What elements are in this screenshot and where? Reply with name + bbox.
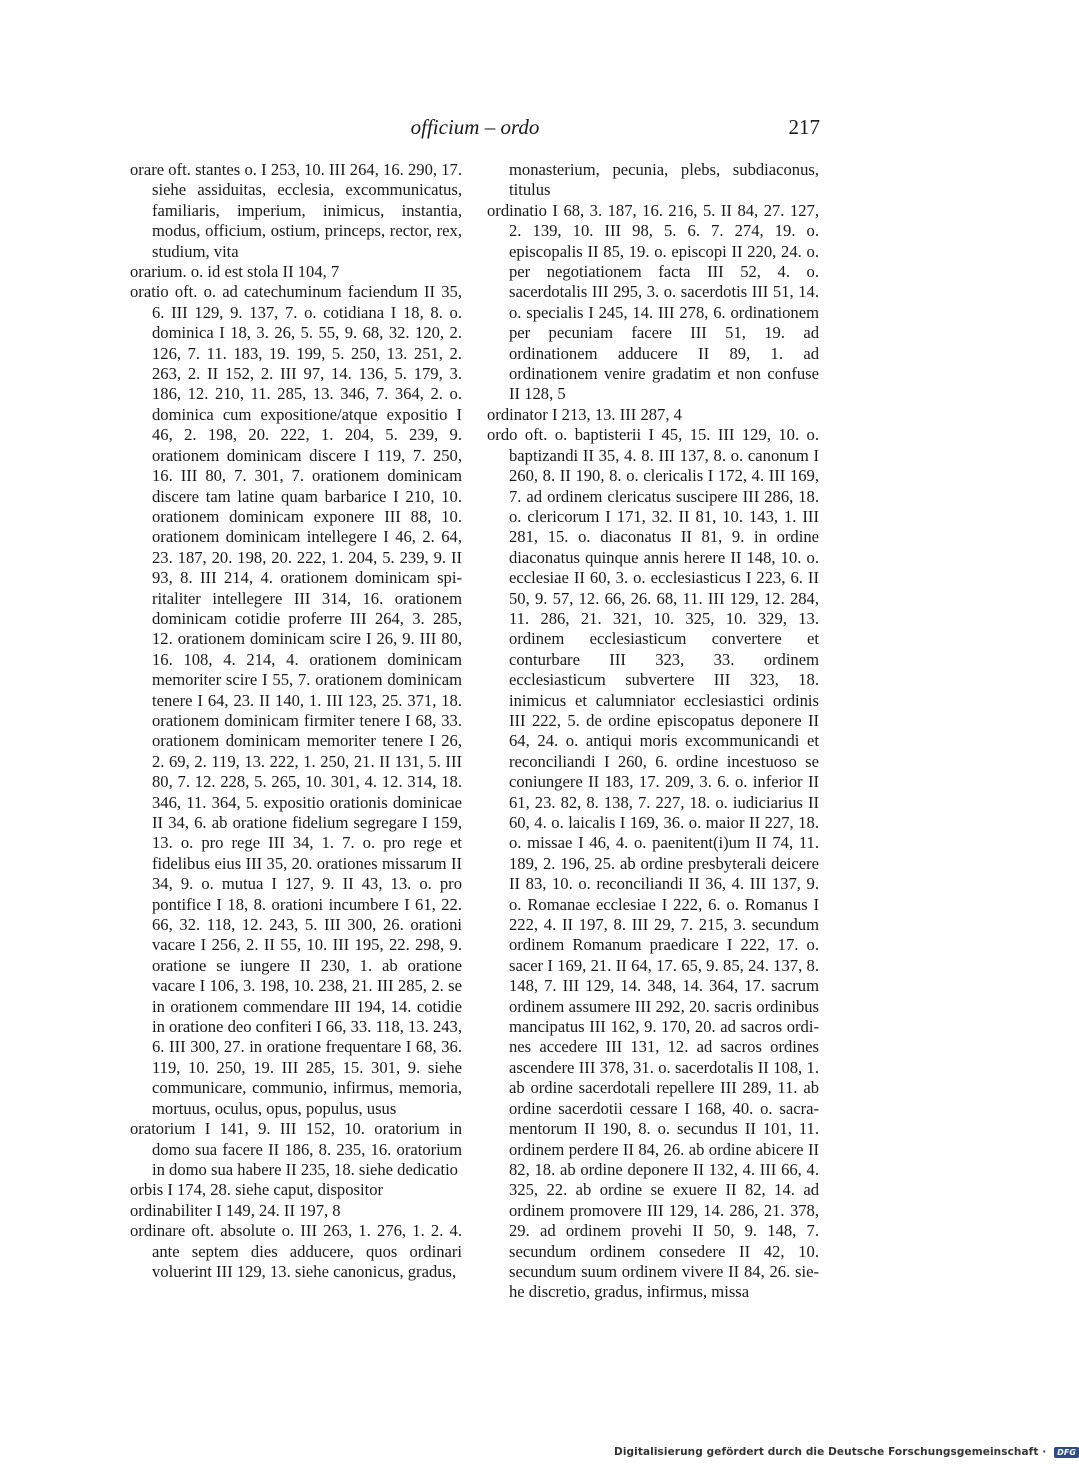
index-entry-orarium: orarium. o. id est stola II 104, 7 xyxy=(130,262,340,282)
index-entry-orare: orare oft. stantes o. I 253, 10. III 264, 16. 290, 17. siehe assiduitas, ecclesia, excommunicatus, familiaris, imperium, inimicus, instantia, modus, officium, ostium, princeps, rector, rex, studium, vita xyxy=(130,160,462,261)
digitization-footer xyxy=(614,1446,1079,1458)
index-entry-ordinatio: ordinatio I 68, 3. 187, 16. 216, 5. II 84, 27. 127, 2. 139, 10. III 98, 5. 6. 7. 274, 19. o. episcopalis II 85, 19. o. episcopi II 220, 24. o. per negotiationem facta III 52, 4. o. sacerdotalis III 295, 3. o. sacerdotis III 51, 14. o. specialis I 245, 14. III 278, 6. ordinationem per pecuniam facere III 51, 19. ad ordinationem adducere II 89, 1. ad ordinationem venire gradatim et non confuse II 128, 5 xyxy=(487,200,819,404)
running-title: officium – ordo xyxy=(410,115,540,139)
index-entry-oratorium: oratorium I 141, 9. III 152, 10. oratorium in domo sua facere II 186, 8. 235, 16. oratorium in domo sua habere II 235, 18. siehe dedicatio xyxy=(130,1119,462,1179)
footer-credit: Digitalisierung gefördert durch die Deutsche Forschungsgemeinschaft · xyxy=(614,1446,1047,1458)
index-entry-ordo: ordo oft. o. baptisterii I 45, 15. III 129, 10. o. baptizandi II 35, 4. 8. III 137, 8. o. canonum I 260, 8. II 190, 8. o. clericalis I 172, 4. III 169, 7. ad ordinem clericatus suscipere III 286, 18. o. clericorum I 171, 32. II 81, 10. 143, 1. III 281, 15. o. diaconatus II 81, 9. in ordine diaconatus quinque annis herere II 148, 10. o. ecclesiae II 60, 3. o. ecclesiasticus I 223, 6. II 50, 9. 57, 12. 66, 26. 68, 11. III 129, 12. 284, 11. 286, 21. 321, 10. 325, 10. 329, 13. ordinem ecclesiasticum convertere et conturbare III 323, 33. ordinem ecclesiasticum subvertere III 323, 18. inimicus et calumniator ecclesiastici ordinis III 222, 5. de ordine episcopatus deponere II 64, 24. o. antiqui moris excommunicandi et reconciliandi I 260, 6. ordine incestuoso se coniungere II 183, 17. 209, 3. 6. o. inferior II 61, 23. 82, 8. 138, 7. 227, 18. o. iudiciarius II 60, 4. o. laicalis I 169, 36. o. maior II 227, 18. o. missae I 46, 4. o. paenitent(i)um II 74, 11. 189, 2. 196, 25. ab ordine presbyterali deicere II 83, 10. o. reconciliandi II 36, 4. III 137, 9. o. Romanae ecclesiae I 222, 6. o. Romanus I 222, 4. II 197, 8. III 29, 7. 215, 3. secundum ordinem Romanum praedicare I 222, 17. o. sacer I 169, 21. II 64, 17. 65, 9. 85, 24. 137, 8. 148, 7. III 129, 14. 348, 14. 364, 17. sacrum ordinem assumere III 292, 20. sacris ordinibus mancipatus III 162, 9. 170, 20. ad sacros ordines accedere III 131, 12. ad sacros ordines ascendere III 378, 31. o. sacerdotalis II 108, 1. ab ordine sacerdotali repellere III 289, 11. ab ordine sacerdotii cessare I 168, 40. o. sacramentorum II 190, 8. o. secundus II 101, 11. ordinem perdere II 84, 26. ab ordine abicere II 82, 18. ab ordine deponere II 132, 4. III 66, 4. 325, 22. ab ordine se exuere II 82, 14. ad ordinem promovere III 129, 14. 286, 21. 378, 29. ad ordinem provehi II 50, 9. 148, 7. secundum ordinem consedere II 42, 10. secundum suum ordinem vivere II 84, 26. siehe discretio, gradus, infirmus, missa xyxy=(487,425,819,1302)
index-column-left xyxy=(130,160,462,1282)
index-entry-ordinabiliter: ordinabiliter I 149, 24. II 197, 8 xyxy=(130,1200,341,1220)
index-entry-continuation: monasterium, pecunia, plebs, subdiaconus, titulus xyxy=(509,160,819,200)
index-column-right xyxy=(487,160,819,1303)
dfg-logo-icon: DFG xyxy=(1054,1447,1079,1458)
index-entry-ordinator: ordinator I 213, 13. III 287, 4 xyxy=(487,404,682,424)
index-entry-ordinare: ordinare oft. absolute o. III 263, 1. 276, 1. 2. 4. ante septem dies adducere, quos ordinari voluerint III 129, 13. siehe canonicus, gradus, xyxy=(130,1221,462,1281)
index-entry-orbis: orbis I 174, 28. siehe caput, dispositor xyxy=(130,1180,384,1200)
page-header xyxy=(130,114,820,144)
page-number: 217 xyxy=(788,115,820,139)
index-entry-oratio: oratio oft. o. ad catechuminum faciendum II 35, 6. III 129, 9. 137, 7. o. cotidiana I 18, 8. o. dominica I 18, 3. 26, 5. 55, 9. 68, 32. 120, 2. 126, 7. 11. 183, 19. 199, 5. 250, 13. 251, 2. 263, 2. II 152, 2. III 97, 14. 136, 5. 179, 3. 186, 12. 210, 11. 285, 13. 346, 7. 364, 2. o. dominica cum expositione/atque expositio I 46, 2. 198, 20. 222, 1. 204, 5. 239, 9. orationem dominicam discere I 119, 7. 250, 16. III 80, 7. 301, 7. orationem dominicam discere tam latine quam barbarice I 210, 10. orationem dominicam exponere III 88, 10. orationem dominicam intellegere I 46, 2. 64, 23. 187, 20. 198, 20. 222, 1. 204, 5. 239, 9. II 93, 8. III 214, 4. orationem dominicam spiritaliter intellegere III 314, 16. orationem dominicam cotidie proferre III 264, 3. 285, 12. orationem dominicam scire I 26, 9. III 80, 16. 108, 4. 214, 4. orationem dominicam memoriter scire I 55, 7. orationem dominicam tenere I 64, 23. II 140, 1. III 123, 25. 371, 18. orationem dominicam firmiter tenere I 68, 33. orationem dominicam memoriter tenere I 26, 2. 69, 2. 119, 13. 222, 1. 250, 21. II 131, 5. III 80, 7. 12. 228, 5. 265, 10. 301, 4. 12. 314, 18. 346, 11. 364, 5. expositio orationis dominicae II 34, 6. ab oratione fidelium segregare I 159, 13. o. pro rege III 34, 1. 7. o. pro rege et fidelibus eius III 35, 20. orationes missarum II 34, 9. o. mutua I 127, 9. II 43, 13. o. pro pontifice I 18, 8. orationi incumbere I 61, 22. 66, 32. 118, 12. 243, 5. III 300, 26. orationi vacare I 256, 2. II 55, 10. III 195, 22. 298, 9. oratione se iungere II 230, 1. ab oratione vacare I 106, 3. 198, 10. 238, 21. III 285, 2. se in orationem commendare III 194, 14. cotidie in oratione deo confiteri I 66, 33. 118, 13. 243, 6. III 300, 27. in oratione frequentare I 68, 36. 119, 10. 250, 19. III 285, 15. 301, 9. siehe communicare, communio, infirmus, memoria, mortuus, oculus, opus, populus, usus xyxy=(130,282,462,1118)
